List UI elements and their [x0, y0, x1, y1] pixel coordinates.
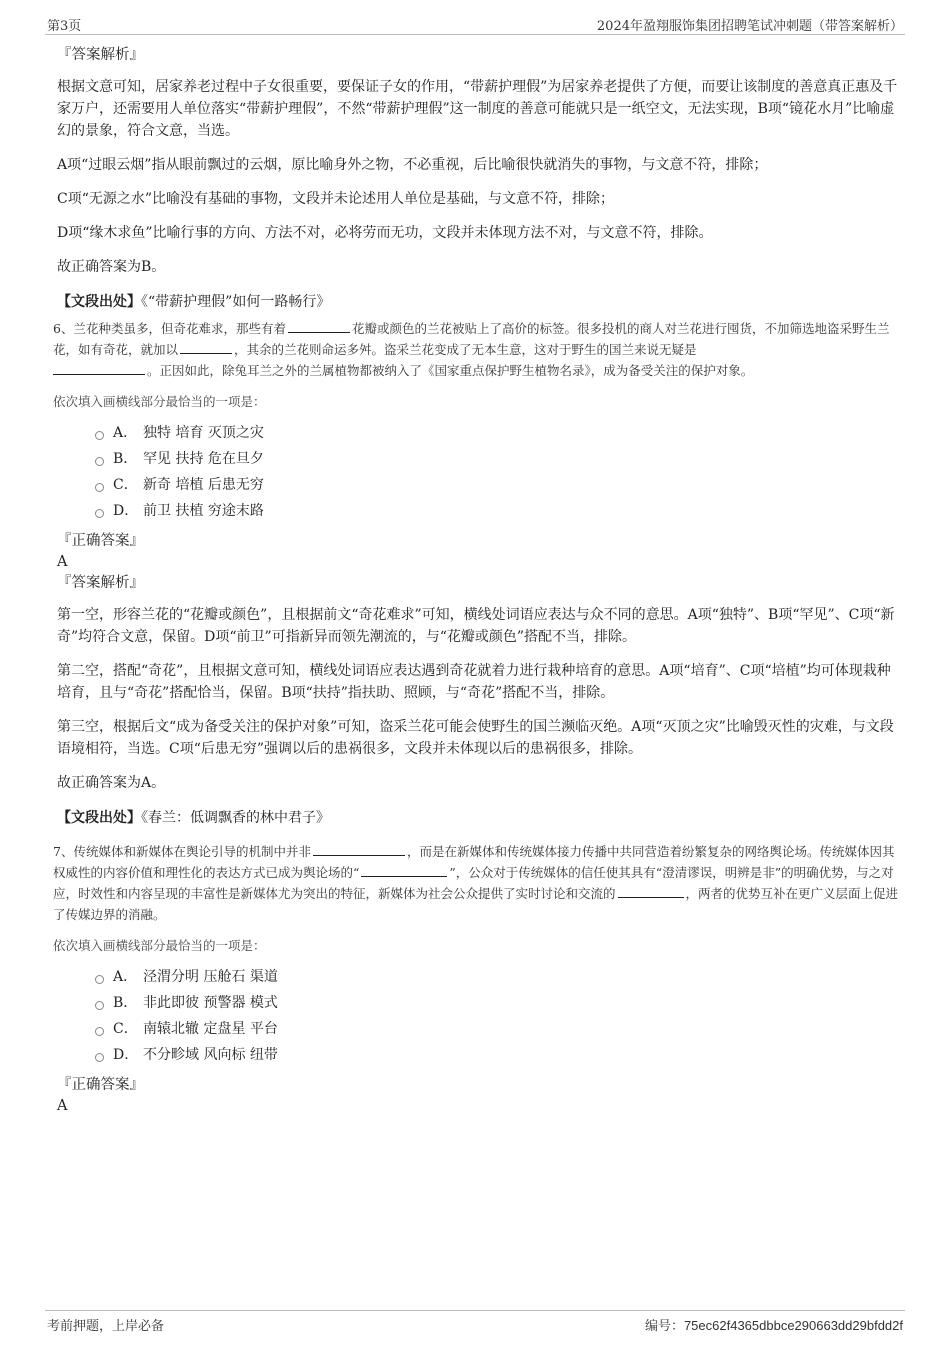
option-c[interactable]: C． 南辕北辙 定盘星 平台 [95, 1016, 902, 1042]
radio-button-icon[interactable] [95, 1001, 104, 1010]
question-7-text: 7、传统媒体和新媒体在舆论引导的机制中并非 ，而是在新媒体和传统媒体接力传播中共同营造着纷繁复杂的网络舆论场。传统媒体因其权威性的内容价值和理性化的表达方式已成为舆论场的“ ”，公众对于传统媒体的信任使其具有“澄清谬误，明辨是非”的明确优势，与之对应，时效性和内容呈现的丰富性是新媒体尤为突出的特征，新媒体为社会公众提供了实时讨论和交流的 ，两者的优势互补在更广义层面上促进了传媒边界的消融。 [53, 844, 899, 922]
radio-button-icon[interactable] [95, 509, 104, 518]
page-header [45, 12, 905, 35]
document-code: 编号：75ec62f4365dbbce290663dd29bfdd2f [644, 1318, 903, 1334]
radio-button-icon[interactable] [95, 431, 104, 440]
source-title: 《“带薪护理假”如何一路畅行》 [141, 294, 331, 310]
radio-button-icon[interactable] [95, 483, 104, 492]
fill-blank [618, 884, 684, 898]
analysis-paragraph: D项“缘木求鱼”比喻行事的方向、方法不对，必将劳而无功，文段并未体现方法不对，与文意不符，排除。 [57, 225, 713, 241]
question-prompt: 依次填入画横线部分最恰当的一项是： [53, 938, 266, 953]
option-b[interactable]: B． 罕见 扶持 危在旦夕 [95, 446, 902, 472]
fill-blank [288, 319, 350, 333]
correct-answer-label: 『正确答案』 [57, 1077, 144, 1093]
radio-button-icon[interactable] [95, 1027, 104, 1036]
analysis-paragraph: A项“过眼云烟”指从眼前飘过的云烟，原比喻身外之物，不必重视，后比喻很快就消失的事物，与文意不符，排除； [57, 157, 768, 173]
analysis-paragraph: 第二空，搭配“奇花”，且根据文意可知，横线处词语应表达遇到奇花就着力进行栽种培育的意思。A项“培育”、C项“培植”均可体现栽种培育，且与“奇花”搭配恰当，保留。B项“扶持”指扶助、照顾，与“奇花”搭配不当，排除。 [57, 663, 891, 701]
fill-blank [180, 340, 232, 354]
conclusion-paragraph: 故正确答案为A。 [57, 775, 166, 791]
analysis-label: 『答案解析』 [57, 47, 144, 63]
footer-slogan: 考前押题，上岸必备 [47, 1319, 165, 1334]
conclusion-paragraph: 故正确答案为B。 [57, 259, 166, 275]
page-number: 第3页 [47, 19, 82, 34]
document-title: 2024年盈翔服饰集团招聘笔试冲刺题（带答案解析） [596, 19, 903, 34]
fill-blank [313, 842, 405, 856]
option-b[interactable]: B． 非此即彼 预警器 模式 [95, 990, 902, 1016]
radio-button-icon[interactable] [95, 457, 104, 466]
analysis-paragraph: 第三空，根据后文“成为备受关注的保护对象”可知，盗采兰花可能会使野生的国兰濒临灭绝。A项“灭顶之灾”比喻毁灭性的灾难，与文段语境相符，当选。C项“后患无穷”强调以后的患祸很多，文段并未体现以后的患祸很多，排除。 [57, 719, 894, 757]
option-d[interactable]: D． 不分畛域 风向标 纽带 [95, 1042, 902, 1068]
analysis-label: 『答案解析』 [57, 575, 144, 591]
analysis-paragraph: 第一空，形容兰花的“花瓣或颜色”，且根据前文“奇花难求”可知，横线处词语应表达与众不同的意思。A项“独特”、B项“罕见”、C项“新奇”均符合文意，保留。D项“前卫”可指新异而领先潮流的，与“花瓣或颜色”搭配不当，排除。 [57, 607, 895, 645]
correct-answer-value: A [57, 554, 68, 570]
fill-blank [361, 863, 447, 877]
correct-answer-label: 『正确答案』 [57, 533, 144, 549]
question-7-options [95, 964, 902, 1068]
question-6-text: 6、兰花种类虽多，但奇花难求，那些有着 花瓣或颜色的兰花被贴上了高价的标签。很多投机的商人对兰花进行囤货，不加筛选地盗采野生兰花，如有奇花，就加以 ，其余的兰花则命运多舛。盗采兰花变成了无本生意，这对于野生的国兰来说无疑是 。正因如此，除兔耳兰之外的兰属植物都被纳入了《国家重点保护野生植物名录》，成为备受关注的保护对象。 [53, 321, 890, 378]
fill-blank [53, 361, 145, 375]
option-d[interactable]: D． 前卫 扶植 穷途末路 [95, 498, 902, 524]
question-prompt: 依次填入画横线部分最恰当的一项是： [53, 394, 266, 409]
source-label: 【文段出处】 [57, 294, 141, 310]
source-title: 《春兰：低调飘香的林中君子》 [141, 810, 330, 826]
analysis-paragraph: 根据文意可知，居家养老过程中子女很重要，要保证子女的作用，“带薪护理假”为居家养老提供了方便，而要让该制度的善意真正惠及千家万户，还需要用人单位落实“带薪护理假”，不然“带薪护理假”这一制度的善意可能就只是一纸空文，无法实现，B项“镜花水月”比喻虚幻的景象，符合文意，当选。 [57, 79, 898, 139]
option-a[interactable]: A． 独特 培育 灭顶之灾 [95, 420, 902, 446]
page-content [53, 44, 902, 1116]
radio-button-icon[interactable] [95, 1053, 104, 1062]
source-line [57, 807, 902, 829]
radio-button-icon[interactable] [95, 975, 104, 984]
option-c[interactable]: C． 新奇 培植 后患无穷 [95, 472, 902, 498]
page-footer [45, 1310, 905, 1335]
analysis-paragraph: C项“无源之水”比喻没有基础的事物，文段并未论述用人单位是基础，与文意不符，排除； [57, 191, 615, 207]
source-label: 【文段出处】 [57, 810, 141, 826]
question-6-options [95, 420, 902, 524]
correct-answer-value: A [57, 1098, 68, 1114]
option-a[interactable]: A． 泾渭分明 压舱石 渠道 [95, 964, 902, 990]
source-line [57, 291, 902, 313]
